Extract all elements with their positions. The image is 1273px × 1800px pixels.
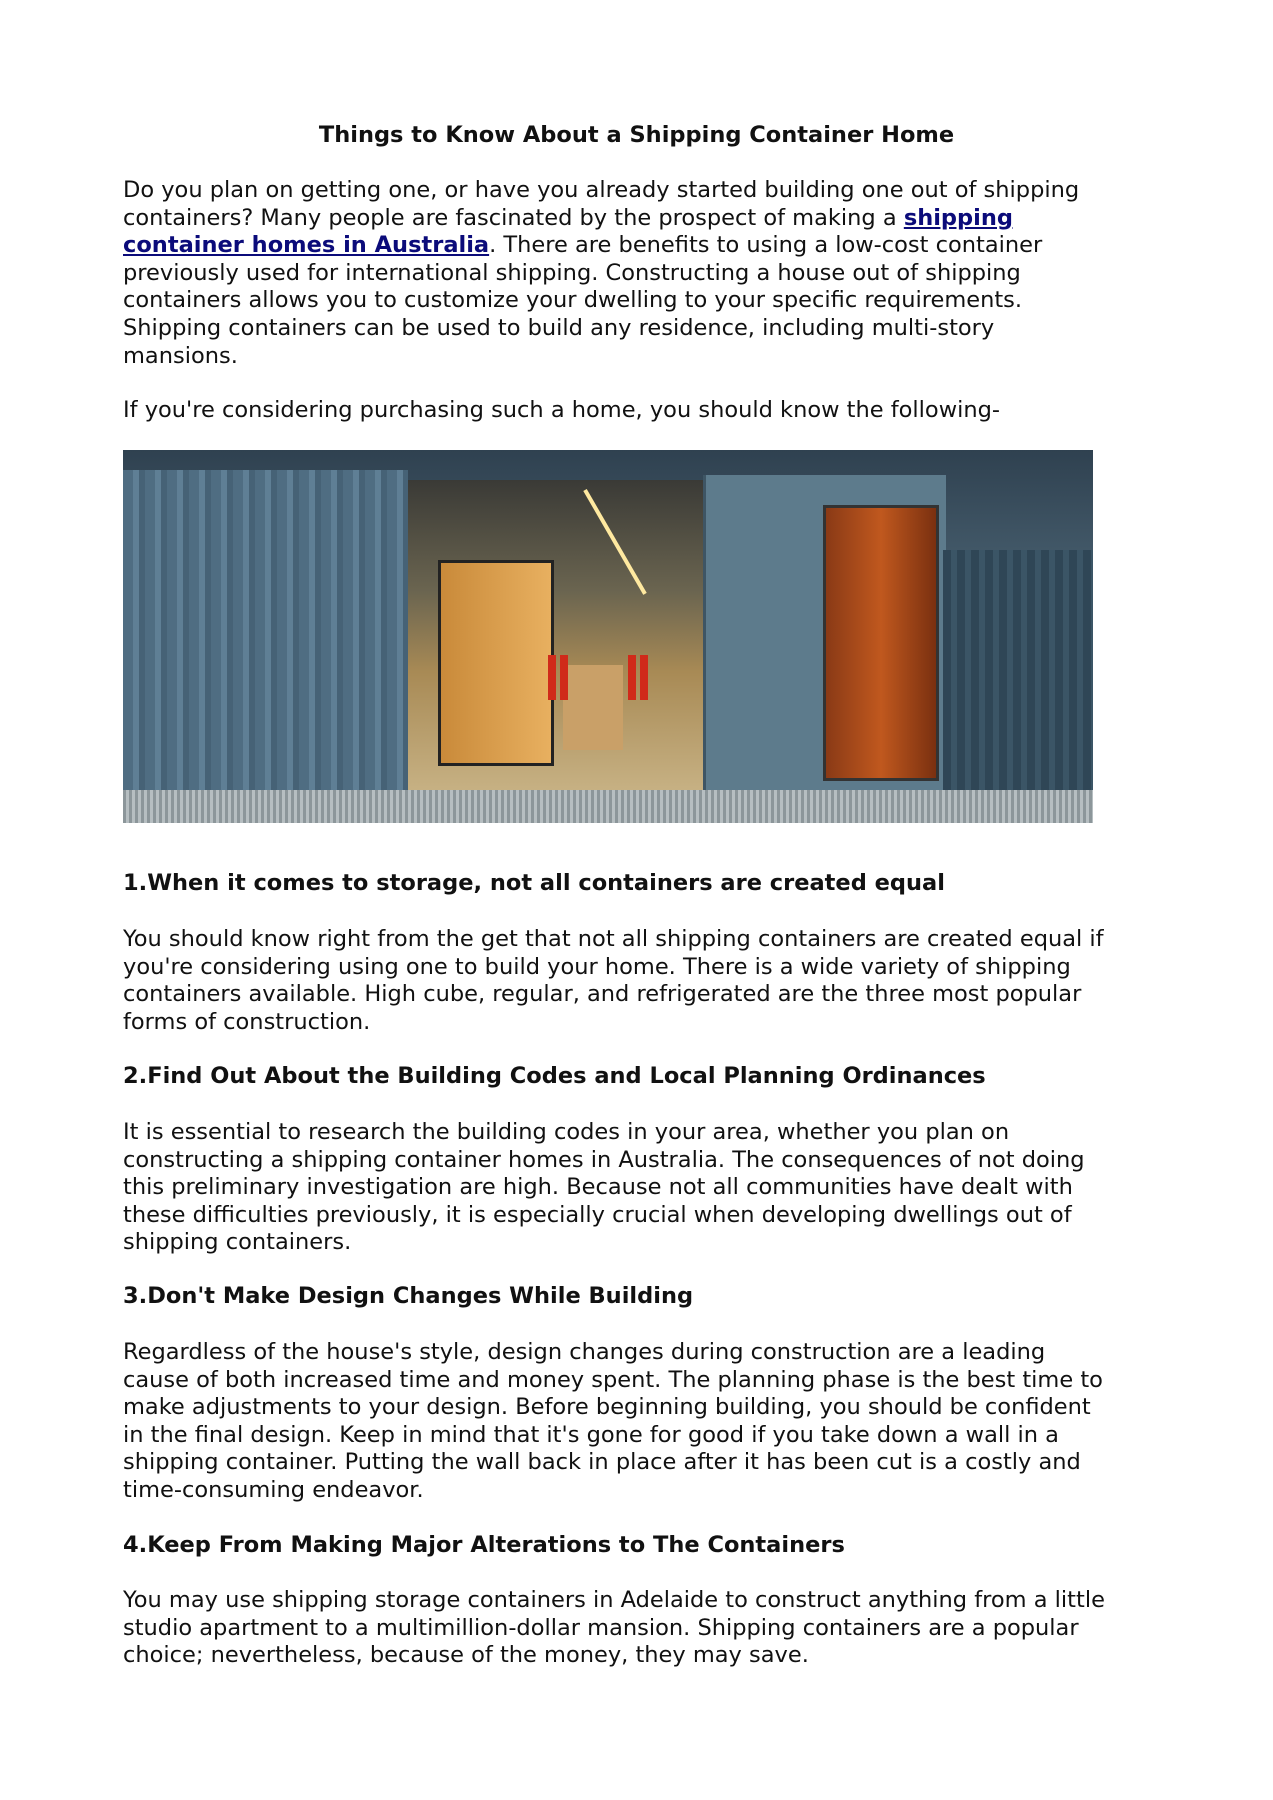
paragraph-line: in the final design. Keep in mind that it's gone for good if you take down a wall in a [123,1421,1059,1448]
intro-line: Do you plan on getting one, or have you already started building one out of shipping [123,177,1080,203]
paragraph-line: It is essential to research the building codes in your area, whether you plan on [123,1119,1010,1145]
floor-grating [123,790,1093,823]
page-title: Things to Know About a Shipping Container Home [318,122,955,148]
lead-paragraph: If you're considering purchasing such a home, you should know the following- [123,397,1001,423]
intro-line [123,205,1079,233]
section-paragraph [123,1119,1085,1257]
paragraph-line: studio apartment to a multimillion-dollar mansion. Shipping containers are a popular [123,1614,1079,1641]
paragraph-line: Regardless of the house's style, design changes during construction are a leading [123,1339,1046,1365]
intro-paragraph [123,177,1079,370]
kitchen [438,560,554,766]
red-chair [560,655,568,700]
intro-text: . There are benefits to using a low-cost container [489,232,1043,259]
container-wall [123,470,408,800]
paragraph-line: you're considering using one to build your home. There is a wide variety of shipping [123,953,1071,980]
container-wall [943,550,1093,800]
shipping-container-homes-link[interactable]: shipping [903,204,1013,231]
red-chair [548,655,556,700]
container-home-photo [123,450,1093,823]
section-paragraph [123,926,1104,1036]
paragraph-line: this preliminary investigation are high. Because not all communities have dealt with [123,1174,1073,1201]
paragraph-line: choice; nevertheless, because of the money, they may save. [123,1642,809,1669]
section-heading: 4.Keep From Making Major Alterations to The Containers [123,1532,845,1558]
section-heading: 1.When it comes to storage, not all containers are created equal [123,870,945,896]
paragraph-line: shipping containers. [123,1229,352,1256]
section-heading: 3.Don't Make Design Changes While Building [123,1283,694,1309]
paragraph-line: forms of construction. [123,1008,371,1035]
intro-line: mansions. [123,342,238,369]
paragraph-line: these difficulties previously, it is especially crucial when developing dwellings out of [123,1201,1072,1228]
intro-line: containers allows you to customize your dwelling to your specific requirements. [123,287,1023,314]
section-paragraph [123,1587,1105,1670]
intro-line: previously used for international shipping. Constructing a house out of shipping [123,259,1021,286]
paragraph-line: You should know right from the get that not all shipping containers are created equal if [123,926,1104,952]
dining-table [563,665,623,750]
intro-line [123,232,1079,260]
paragraph-line: You may use shipping storage containers in Adelaide to construct anything from a little [123,1587,1105,1613]
intro-text: containers? Many people are fascinated by the prospect of making a [123,204,904,231]
paragraph-line: cause of both increased time and money spent. The planning phase is the best time to [123,1366,1103,1393]
red-chair [640,655,648,700]
red-chair [628,655,636,700]
paragraph-line: constructing a shipping container homes in Australia. The consequences of not doing [123,1146,1085,1173]
section-heading: 2.Find Out About the Building Codes and Local Planning Ordinances [123,1063,986,1089]
shipping-container-homes-link[interactable]: container homes in Australia [123,232,490,259]
paragraph-line: make adjustments to your design. Before beginning building, you should be confident [123,1394,1091,1421]
intro-line: Shipping containers can be used to build any residence, including multi-story [123,314,995,341]
paragraph-line: containers available. High cube, regular, and refrigerated are the three most popular [123,981,1082,1008]
paragraph-line: shipping container. Putting the wall back in place after it has been cut is a costly and [123,1449,1081,1476]
bunk-room [823,505,939,781]
paragraph-line: time-consuming endeavor. [123,1476,424,1503]
section-paragraph [123,1339,1103,1505]
